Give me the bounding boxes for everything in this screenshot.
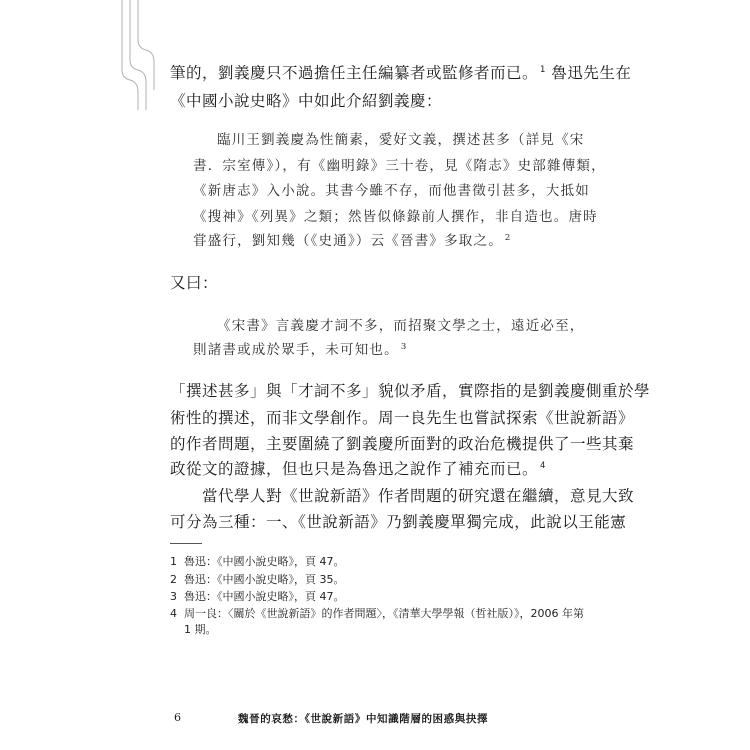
body-line: 的作者問題，主要圍繞了劉義慶所面對的政治危機提供了一些其棄 bbox=[170, 435, 635, 453]
footnote: 1 魯迅：《中國小說史略》，頁 47。 bbox=[170, 555, 345, 568]
quote-line: 書．宗室傳》），有《幽明錄》三十卷，見《隋志》史部雜傳類， bbox=[193, 158, 606, 174]
quote-line: 《宋書》言義慶才詞不多，而招聚文學之士，遠近必至， bbox=[217, 318, 585, 334]
footnote: 2 魯迅：《中國小說史略》，頁 35。 bbox=[170, 573, 345, 586]
body-line: 可分為三種：一、《世說新語》乃劉義慶單獨完成，此說以王能憲 bbox=[170, 513, 627, 531]
quote-line: 《新唐志》入小說。其書今雖不存，而他書徵引甚多，大抵如 bbox=[193, 183, 590, 199]
body-line: 政從文的證據，但也只是為魯迅之說作了補充而已。 $^4$ bbox=[170, 460, 546, 478]
quote-line: 則諸書或成於眾手，未可知也。 $^3$ bbox=[193, 341, 408, 358]
body-line: 《中國小說史略》中如此介紹劉義慶： bbox=[170, 92, 443, 110]
running-head: 魏晉的哀愁：《世說新語》中知識階層的困惑與抉擇 bbox=[238, 713, 489, 725]
footnote-rule bbox=[170, 543, 202, 544]
body-line: 「撰述甚多」與「才詞不多」貌似矛盾，實際指的是劉義慶側重於學 bbox=[170, 382, 651, 400]
body-line: 術性的撰述，而非文學創作。周一良先生也嘗試探索《世說新語》 bbox=[170, 409, 635, 427]
footnote-continuation: 1 期。 bbox=[184, 623, 217, 636]
section-lead: 又曰： bbox=[170, 274, 219, 292]
quote-line: 臨川王劉義慶為性簡素，愛好文義，撰述甚多（詳見《宋 bbox=[217, 132, 585, 148]
footnote: 4 周一良：〈關於《世說新語》的作者問題〉，《清華大學學報（哲社版）》，2006 年第 bbox=[170, 607, 584, 620]
decorative-lines bbox=[112, 0, 172, 110]
page-number: 6 bbox=[174, 711, 181, 724]
body-line: 當代學人對《世說新語》作者問題的研究還在繼續，意見大致 bbox=[170, 487, 635, 505]
body-line: 筆的，劉義慶只不過擔任主任編纂者或監修者而已。 $^1$ 魯迅先生在 bbox=[170, 64, 632, 82]
quote-line: 甞盛行，劉知幾（《史通》）云《晉書》多取之。 $^2$ bbox=[193, 232, 512, 249]
footnote: 3 魯迅：《中國小說史略》，頁 47。 bbox=[170, 590, 345, 603]
quote-line: 《搜神》《列異》之類；然皆似條錄前人撰作，非自造也。唐時 bbox=[193, 209, 598, 225]
